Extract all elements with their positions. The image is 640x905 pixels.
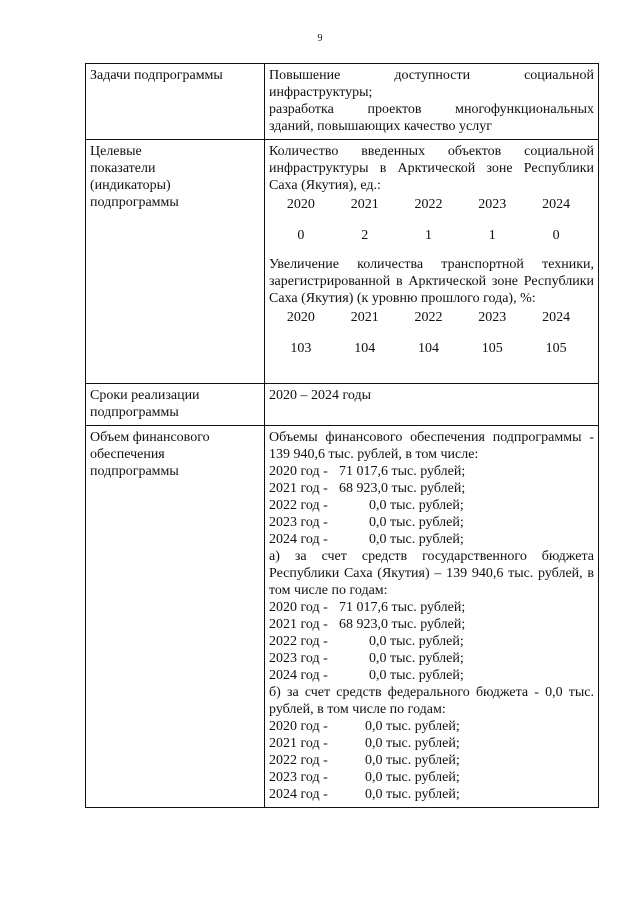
- tasks-line-3: разработка проектов многофункциональных: [269, 102, 594, 117]
- finance-total-year: 2020 год -: [269, 464, 328, 479]
- tasks-line-2: инфраструктуры;: [269, 85, 373, 100]
- finance-state-year: 2020 год -: [269, 600, 328, 615]
- finance-federal-year: 2020 год -: [269, 719, 328, 734]
- period-value: 2020 – 2024 годы: [265, 384, 599, 426]
- finance-federal-line: [269, 735, 594, 752]
- finance-federal-year: 2022 год -: [269, 753, 328, 768]
- indicator-2-years: [269, 309, 594, 326]
- indicator-1-text: Количество введенных объектов социальной инфраструктуры в Арктической зоне Республики Саха (Якутия), ед.:: [269, 144, 594, 193]
- finance-total-year: 2024 год -: [269, 532, 328, 547]
- indicator-2-values: [269, 340, 594, 357]
- finance-label: [86, 426, 265, 808]
- finance-federal-line: [269, 752, 594, 769]
- indicator-2-value: 103: [290, 341, 312, 356]
- subprogram-passport-table: [85, 63, 599, 808]
- finance-label-text: Объем финансового обеспечения подпрограммы: [90, 430, 210, 479]
- finance-state-text: а) за счет средств государственного бюджета Республики Саха (Якутия) – 139 940,6 тыс. рублей, в том числе по годам:: [269, 549, 594, 598]
- indicator-2-year: 2022: [414, 310, 443, 325]
- indicator-1-year: 2022: [414, 197, 443, 212]
- indicator-2-year: 2021: [350, 310, 379, 325]
- finance-state-year: 2021 год -: [269, 617, 328, 632]
- table-row-indicators: [86, 140, 599, 384]
- indicator-1-value: 1: [488, 228, 496, 243]
- indicator-1-value: 1: [424, 228, 432, 243]
- indicator-2-value: 105: [545, 341, 567, 356]
- finance-total-line: [269, 514, 594, 531]
- finance-total-line: [269, 497, 594, 514]
- indicator-1-value: 0: [297, 228, 305, 243]
- finance-state-line: [269, 633, 594, 650]
- finance-state-line: [269, 616, 594, 633]
- indicator-2-year: 2020: [286, 310, 315, 325]
- finance-total-year: 2023 год -: [269, 515, 328, 530]
- finance-total-amount: 0,0 тыс. рублей;: [369, 515, 464, 530]
- indicators-label: [86, 140, 265, 384]
- finance-federal-amount: 0,0 тыс. рублей;: [365, 787, 460, 802]
- finance-state-amount: 0,0 тыс. рублей;: [369, 668, 464, 683]
- finance-federal-line: [269, 769, 594, 786]
- page-number: 9: [317, 33, 323, 44]
- indicators-content: [265, 140, 599, 384]
- indicator-1-value: 0: [552, 228, 560, 243]
- tasks-content: [265, 64, 599, 140]
- finance-total-amount: 0,0 тыс. рублей;: [369, 532, 464, 547]
- finance-total-amount: 0,0 тыс. рублей;: [369, 498, 464, 513]
- finance-state-amount: 71 017,6 тыс. рублей;: [339, 600, 466, 615]
- finance-total-year: 2022 год -: [269, 498, 328, 513]
- finance-state-amount: 0,0 тыс. рублей;: [369, 651, 464, 666]
- indicator-1-year: 2024: [542, 197, 571, 212]
- finance-state-year: 2022 год -: [269, 634, 328, 649]
- finance-state-line: [269, 599, 594, 616]
- finance-federal-amount: 0,0 тыс. рублей;: [365, 753, 460, 768]
- finance-state-amount: 68 923,0 тыс. рублей;: [339, 617, 466, 632]
- finance-total-line: [269, 463, 594, 480]
- finance-total-line: [269, 480, 594, 497]
- tasks-line-4: зданий, повышающих качество услуг: [269, 119, 492, 134]
- finance-federal-text: б) за счет средств федерального бюджета - 0,0 тыс. рублей, в том числе по годам:: [269, 685, 594, 717]
- indicator-1-year: 2023: [478, 197, 507, 212]
- finance-total-line: [269, 531, 594, 548]
- finance-state-line: [269, 667, 594, 684]
- finance-federal-amount: 0,0 тыс. рублей;: [365, 770, 460, 785]
- finance-federal-amount: 0,0 тыс. рублей;: [365, 719, 460, 734]
- period-label-text: Сроки реализации подпрограммы: [90, 388, 200, 420]
- indicator-2-year: 2023: [478, 310, 507, 325]
- indicator-2-value: 104: [354, 341, 376, 356]
- finance-state-line: [269, 650, 594, 667]
- indicator-1-year: 2020: [286, 197, 315, 212]
- finance-federal-amount: 0,0 тыс. рублей;: [365, 736, 460, 751]
- indicator-1-value: 2: [361, 228, 369, 243]
- indicator-2-year: 2024: [542, 310, 571, 325]
- period-label: [86, 384, 265, 426]
- finance-total-text: Объемы финансового обеспечения подпрограммы - 139 940,6 тыс. рублей, в том числе:: [269, 430, 594, 462]
- finance-total-amount: 68 923,0 тыс. рублей;: [339, 481, 466, 496]
- indicator-1-years: [269, 196, 594, 213]
- table-row-tasks: [86, 64, 599, 140]
- indicator-1-values: [269, 227, 594, 244]
- indicator-1-year: 2021: [350, 197, 379, 212]
- finance-total-amount: 71 017,6 тыс. рублей;: [339, 464, 466, 479]
- indicator-2-value: 104: [417, 341, 439, 356]
- table-row-finance: [86, 426, 599, 808]
- finance-state-year: 2024 год -: [269, 668, 328, 683]
- indicator-2-text: Увеличение количества транспортной техники, зарегистрированной в Арктической зоне Республики Саха (Якутия) (к уровню прошлого года), %:: [269, 257, 594, 306]
- finance-federal-line: [269, 786, 594, 803]
- finance-total-year: 2021 год -: [269, 481, 328, 496]
- finance-federal-year: 2024 год -: [269, 787, 328, 802]
- table-row-period: [86, 384, 599, 426]
- finance-content: [265, 426, 599, 808]
- finance-federal-year: 2021 год -: [269, 736, 328, 751]
- finance-state-year: 2023 год -: [269, 651, 328, 666]
- tasks-line-1: Повышение доступности социальной: [269, 68, 594, 83]
- finance-state-amount: 0,0 тыс. рублей;: [369, 634, 464, 649]
- finance-federal-line: [269, 718, 594, 735]
- indicator-2-value: 105: [481, 341, 503, 356]
- indicators-label-text: Целевые показатели (индикаторы) подпрограммы: [90, 144, 179, 210]
- finance-federal-year: 2023 год -: [269, 770, 328, 785]
- tasks-label: Задачи подпрограммы: [86, 64, 265, 140]
